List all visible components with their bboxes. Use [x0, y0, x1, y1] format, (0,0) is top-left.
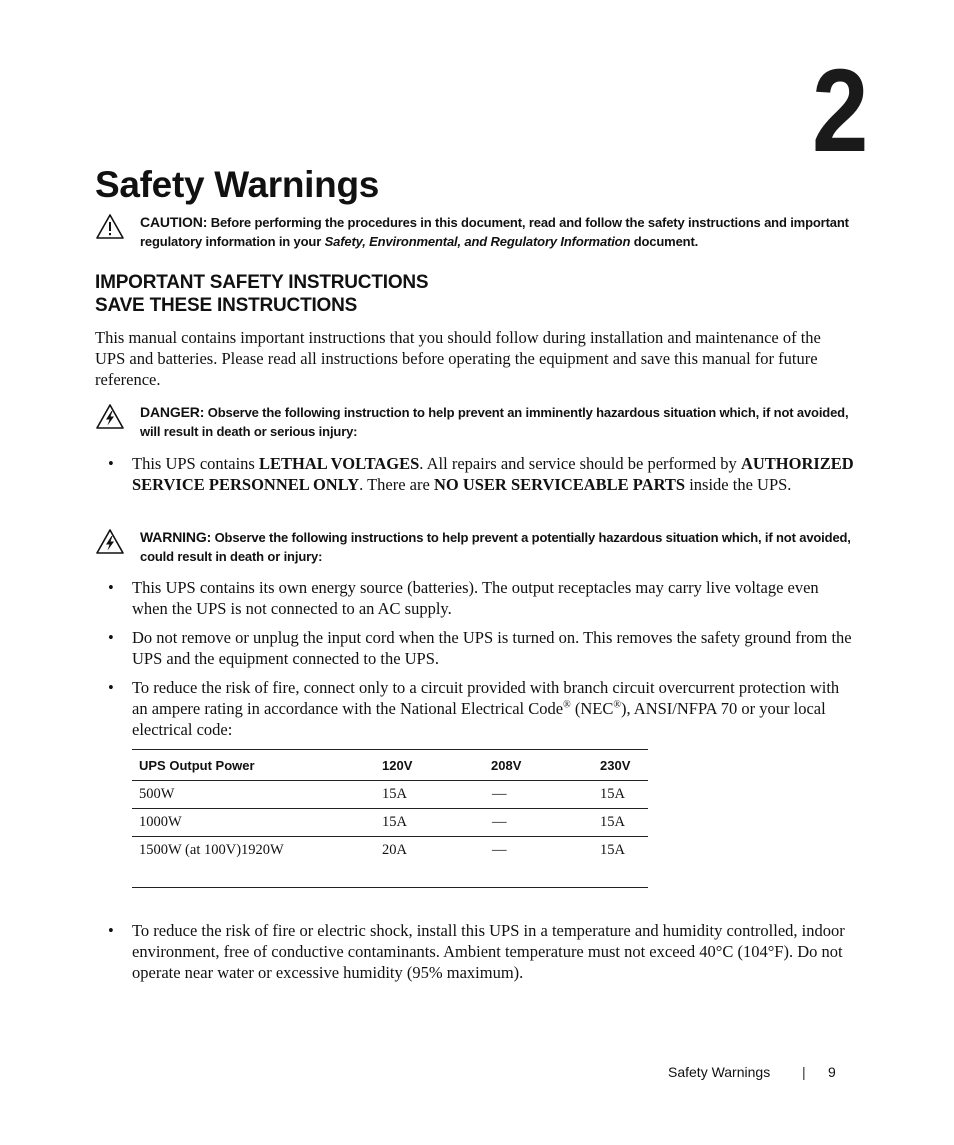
header-230v: 230V: [593, 750, 648, 781]
bullet-dot: •: [108, 454, 114, 473]
table-header-row: [132, 750, 648, 781]
caution-label: CAUTION:: [140, 214, 208, 230]
danger-label: DANGER:: [140, 404, 205, 420]
danger-text: DANGER: Observe the following instruction to help prevent an imminently hazardous situation which, if not avoided, will result in death or serious injury:: [140, 404, 849, 439]
footer-section-title: Safety Warnings: [668, 1064, 771, 1080]
warning-bullet-fire-circuit: • To reduce the risk of fire, connect only to a circuit provided with branch circuit overcurrent protection with an ampere rating in accordance with the National Electrical Code® (NEC®), ANSI/NFPA 70 or your local electrical code:: [108, 678, 840, 739]
footer-separator: |: [802, 1064, 806, 1080]
regulatory-doc-title: Safety, Environmental, and Regulatory Information: [324, 234, 631, 249]
electric-hazard-icon: [95, 528, 125, 556]
page-title: Safety Warnings: [95, 164, 380, 205]
ups-power-table: [132, 749, 648, 888]
page-footer: [668, 1064, 836, 1080]
chapter-number: 2: [812, 45, 869, 177]
warning-text: WARNING: Observe the following instructions to help prevent a potentially hazardous situation which, if not avoided, could result in death or injury:: [140, 529, 851, 564]
warning-notice: [95, 528, 855, 566]
warning-bullet-energy-source: • This UPS contains its own energy source (batteries). The output receptacles may carry live voltage even when the UPS is not connected to an AC supply.: [108, 578, 819, 618]
caution-text: CAUTION: Before performing the procedures in this document, read and follow the safety instructions and important regulatory information in your Safety, Environmental, and Regulatory Information document.: [140, 214, 849, 249]
bullet-dot: •: [108, 578, 114, 597]
electric-hazard-icon: [95, 403, 125, 431]
danger-notice: [95, 403, 855, 441]
intro-paragraph: This manual contains important instructions that you should follow during installation and maintenance of the UPS and batteries. Please read all instructions before operating the equipment and save this manual for future reference.: [95, 328, 821, 389]
warning-label: WARNING:: [140, 529, 212, 545]
table-row: 500W 15A — 15A: [132, 781, 648, 809]
bullet-dot: •: [108, 628, 114, 647]
page-number: 9: [828, 1064, 836, 1080]
danger-bullet: • This UPS contains LETHAL VOLTAGES. All repairs and service should be performed by AUTHORIZED SERVICE PERSONNEL ONLY. There are NO USER SERVICEABLE PARTS inside the UPS.: [108, 454, 854, 494]
header-120v: 120V: [375, 750, 484, 781]
warning-bullet-input-cord: • Do not remove or unplug the input cord when the UPS is turned on. This removes the safety ground from the UPS and the equipment connected to the UPS.: [108, 628, 852, 668]
table-row: 1000W 15A — 15A: [132, 809, 648, 837]
table-row: 1500W (at 100V)1920W 20A — 15A: [132, 837, 648, 888]
section-heading: IMPORTANT SAFETY INSTRUCTIONS SAVE THESE INSTRUCTIONS: [95, 272, 429, 316]
warning-bullet-environment: • To reduce the risk of fire or electric shock, install this UPS in a temperature and humidity controlled, indoor environment, free of conductive contaminants. Ambient temperature must not exceed 40°C (104°F). Do not operate near water or excessive humidity (95% maximum).: [108, 921, 845, 982]
caution-notice: [95, 213, 855, 251]
bullet-dot: •: [108, 921, 114, 940]
caution-triangle-icon: [95, 213, 125, 241]
header-ups-output-power: UPS Output Power: [132, 750, 375, 781]
bullet-dot: •: [108, 678, 114, 697]
header-208v: 208V: [484, 750, 593, 781]
